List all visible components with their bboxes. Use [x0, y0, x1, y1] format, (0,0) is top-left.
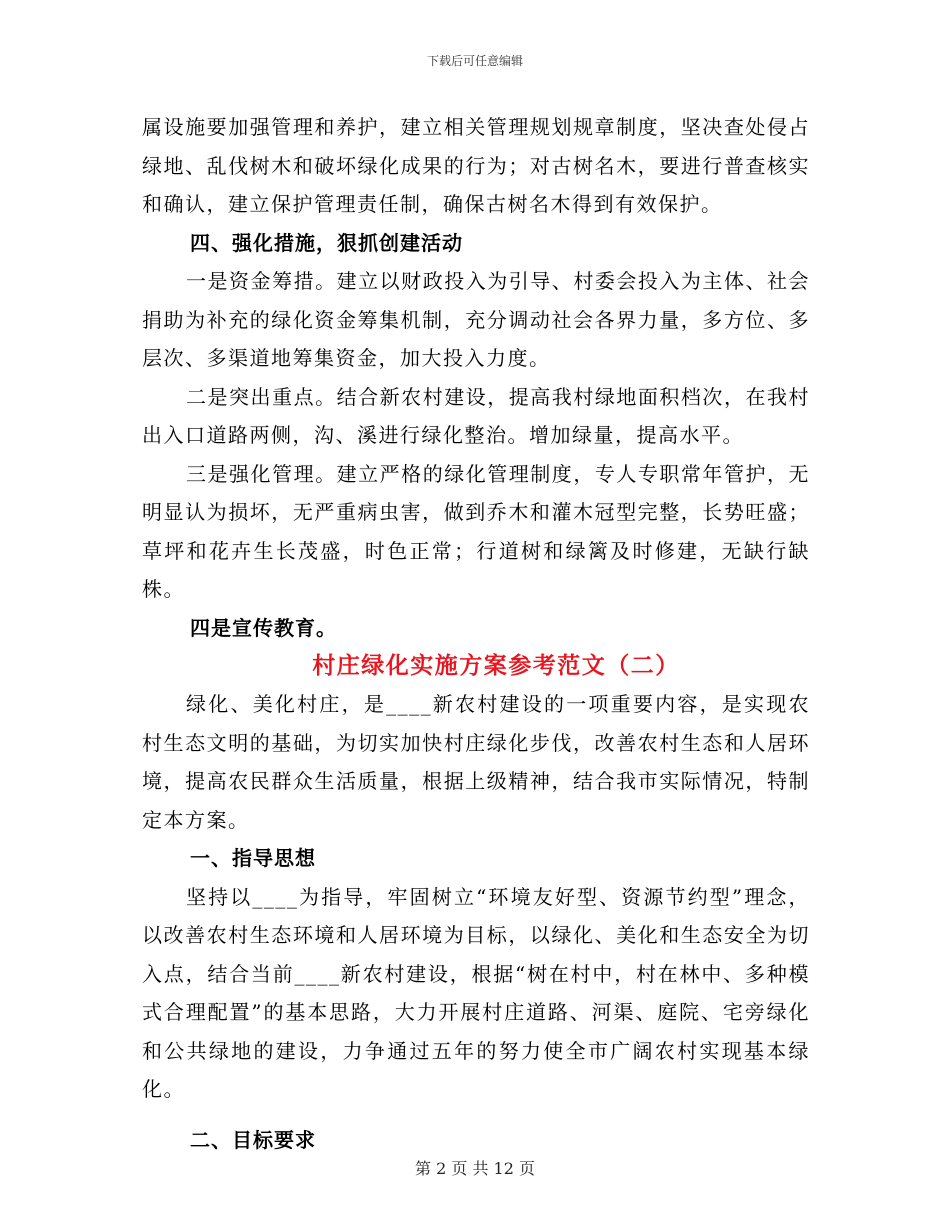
page-header-note: 下载后可任意编辑	[426, 54, 523, 68]
paragraph-continued: 属设施要加强管理和养护，建立相关管理规划规章制度，坚决查处侵占绿地、乱伐树木和破坏绿化成果的行为；对古树名木，要进行普查核实和确认，建立保护管理责任制，确保古树名木得到有效保护。	[142, 115, 810, 216]
section-heading-2: 二、目标要求	[190, 1127, 316, 1152]
subheading-education: 四是宣传教育。	[190, 615, 337, 640]
section-heading-1: 一、指导思想	[190, 846, 316, 870]
paragraph-focus: 二是突出重点。结合新农村建设，提高我村绿地面积档次，在我村出入口道路两侧，沟、溪进行绿化整治。增加绿量，提高水平。	[142, 384, 810, 447]
paragraph-guiding-thought: 坚持以____为指导，牢固树立“环境友好型、资源节约型”理念，以改善农村生态环境和人居环境为目标，以绿化、美化和生态安全为切入点，结合当前____新农村建设，根据“树在村中，村在林中、多种模式合理配置”的基本思路，大力开展村庄道路、河渠、庭院、宅旁绿化和公共绿地的建设，力争通过五年的努力使全市广阔农村实现基本绿化。	[142, 884, 810, 1101]
document-title-2: 村庄绿化实施方案参考范文（二）	[312, 652, 680, 679]
paragraph-funding: 一是资金筹措。建立以财政投入为引导、村委会投入为主体、社会捐助为补充的绿化资金筹集机制，充分调动社会各界力量，多方位、多层次、多渠道地筹集资金，加大投入力度。	[142, 269, 810, 370]
document-body	[142, 108, 810, 1159]
section-heading-4: 四、强化措施，狠抓创建活动	[190, 230, 463, 255]
paragraph-intro: 绿化、美化村庄，是____新农村建设的一项重要内容，是实现农村生态文明的基础，为切实加快村庄绿化步伐，改善农村生态和人居环境，提高农民群众生活质量，根据上级精神，结合我市实际情况，特制定本方案。	[142, 692, 810, 832]
page-number: 第 2 页 共 12 页	[415, 1159, 535, 1178]
paragraph-management: 三是强化管理。建立严格的绿化管理制度，专人专职常年管护，无明显认为损坏，无严重病虫害，做到乔木和灌木冠型完整，长势旺盛；草坪和花卉生长茂盛，时色正常；行道树和绿篱及时修建，无缺行缺株。	[142, 461, 810, 601]
